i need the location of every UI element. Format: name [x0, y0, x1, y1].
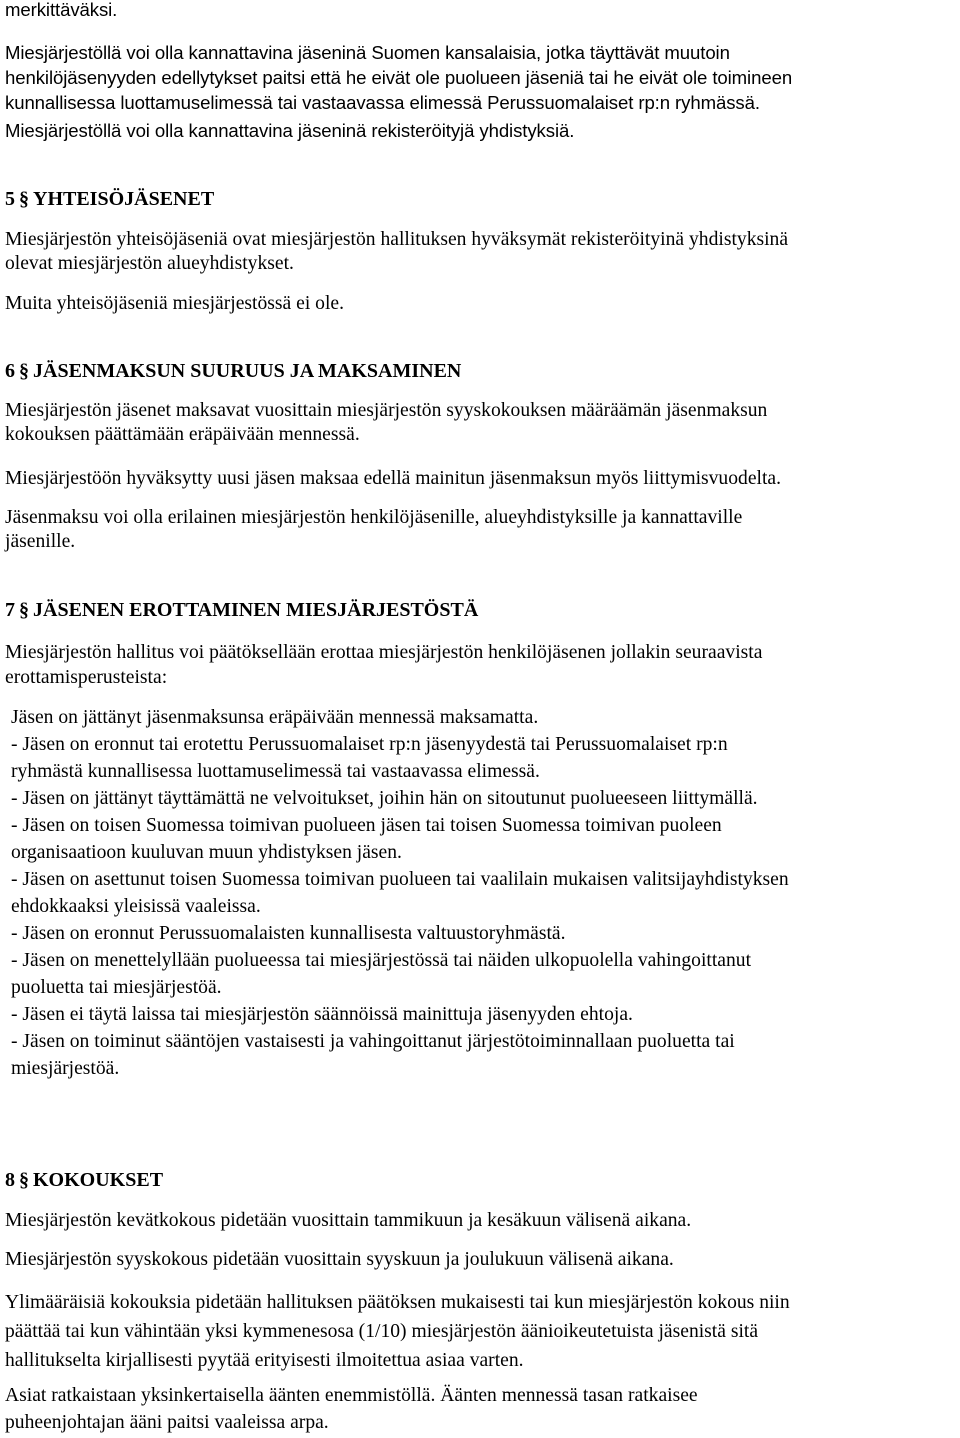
list-item	[11, 920, 789, 947]
section-sign-icon: §	[19, 599, 29, 621]
section-title: YHTEISÖJÄSENET	[33, 188, 215, 210]
text-line: - Jäsen on asettunut toisen Suomessa toimivan puolueen tai vaalilain mukaisen valitsijayhdistyksen	[11, 869, 789, 890]
section-8-paragraph-4	[5, 1382, 698, 1436]
section-sign-icon: §	[19, 360, 29, 382]
text-line: ryhmästä kunnallisessa luottamuselimessä tai vastaavassa elimessä.	[11, 761, 540, 782]
section-title: JÄSENMAKSUN SUURUUS JA MAKSAMINEN	[33, 360, 462, 382]
section-6-paragraph-2	[5, 467, 781, 491]
text-line: Miesjärjestön jäsenet maksavat vuosittain miesjärjestön syyskokouksen määräämän jäsenmaksun	[5, 400, 768, 421]
text-line: - Jäsen on menettelyllään puolueessa tai miesjärjestössä tai näiden ulkopuolella vahingoittanut	[11, 950, 752, 971]
text-line: hallitukselta kirjallisesti pyytää erityisesti ilmoitettua asiaa varten.	[5, 1350, 524, 1371]
text-line: Miesjärjestön kevätkokous pidetään vuosittain tammikuun ja kesäkuun välisenä aikana.	[5, 1210, 692, 1231]
text-line: Muita yhteisöjäseniä miesjärjestössä ei ole.	[5, 293, 344, 314]
text-line: Miesjärjestön yhteisöjäseniä ovat miesjärjestön hallituksen hyväksymät rekisteröityinä yhdistyksinä	[5, 229, 789, 250]
list-item	[11, 812, 789, 866]
text-line: - Jäsen on eronnut Perussuomalaisten kunnallisesta valtuustoryhmästä.	[11, 923, 566, 944]
section-6-paragraph-1	[5, 399, 767, 447]
section-7-heading	[5, 598, 478, 622]
text-line: puoluetta tai miesjärjestöä.	[11, 977, 222, 998]
section-5-heading	[5, 187, 214, 211]
text-line: Miesjärjestön hallitus voi päätöksellään erottaa miesjärjestön henkilöjäsenen jollakin seuraavista	[5, 642, 763, 663]
list-item	[11, 866, 789, 920]
text-line: henkilöjäsenyyden edellytykset paitsi että he eivät ole puolueen jäseniä tai he eivät ole toimineen	[5, 67, 793, 88]
list-item	[11, 731, 789, 785]
text-line: miesjärjestöä.	[11, 1058, 120, 1079]
text-line: Jäsenmaksu voi olla erilainen miesjärjestön henkilöjäsenille, alueyhdistyksille ja kannattaville	[5, 507, 743, 528]
text-line: Miesjärjestön syyskokous pidetään vuosittain syyskuun ja joulukuun välisenä aikana.	[5, 1249, 674, 1270]
text-line: Ylimääräisiä kokouksia pidetään hallituksen päätöksen mukaisesti tai kun miesjärjestön kokous niin	[5, 1292, 790, 1313]
text-line: olevat miesjärjestön alueyhdistykset.	[5, 253, 294, 274]
text-line: organisaatioon kuuluvan muun yhdistyksen jäsen.	[11, 842, 402, 863]
section-6-heading	[5, 359, 461, 383]
text-line: jäsenille.	[5, 531, 76, 552]
text-line: Miesjärjestöllä voi olla kannattavina jäseninä Suomen kansalaisia, jotka täyttävät muutoin	[5, 42, 730, 63]
intro-fragment	[5, 0, 117, 22]
text-line: - Jäsen on jättänyt täyttämättä ne velvoitukset, joihin hän on sitoutunut puolueeseen liittymällä.	[11, 788, 758, 809]
section-8-paragraph-3	[5, 1288, 790, 1375]
text-line: ehdokkaaksi yleisissä vaaleissa.	[11, 896, 261, 917]
text-line: päättää tai kun vähintään yksi kymmenesosa (1/10) miesjärjestön äänioikeutetuista jäsenistä sitä	[5, 1321, 759, 1342]
text-line: Asiat ratkaistaan yksinkertaisella äänten enemmistöllä. Äänten mennessä tasan ratkaisee	[5, 1385, 698, 1406]
text-line: erottamisperusteista:	[5, 667, 168, 688]
intro-paragraph-2	[5, 119, 574, 143]
text-line: - Jäsen on toisen Suomessa toimivan puolueen jäsen tai toisen Suomessa toimivan puoleen	[11, 815, 722, 836]
section-8-paragraph-2	[5, 1248, 674, 1272]
text-line: - Jäsen on eronnut tai erotettu Perussuomalaiset rp:n jäsenyydestä tai Perussuomalaiset rp:n	[11, 734, 728, 755]
text-line: kokouksen päättämään eräpäivään mennessä.	[5, 424, 360, 445]
list-item	[11, 785, 789, 812]
section-5-paragraph-2	[5, 292, 344, 316]
text-line: kunnallisessa luottamuselimessä tai vastaavassa elimessä Perussuomalaiset rp:n ryhmässä.	[5, 92, 760, 113]
list-item	[11, 947, 789, 1001]
intro-paragraph-1	[5, 40, 792, 115]
section-number: 7	[5, 599, 15, 621]
text-line: - Jäsen on toiminut sääntöjen vastaisesti ja vahingoittanut järjestötoiminnallaan puoluetta tai	[11, 1031, 735, 1052]
section-8-heading	[5, 1168, 163, 1192]
section-title: JÄSENEN EROTTAMINEN MIESJÄRJESTÖSTÄ	[33, 599, 479, 621]
section-number: 5	[5, 188, 15, 210]
text-line: Miesjärjestöllä voi olla kannattavina jäseninä rekisteröityjä yhdistyksiä.	[5, 120, 575, 141]
section-sign-icon: §	[19, 188, 29, 210]
section-title: KOKOUKSET	[33, 1169, 164, 1191]
list-item	[11, 1001, 789, 1028]
list-item	[11, 704, 789, 731]
list-item	[11, 1028, 789, 1082]
text-line: - Jäsen ei täytä laissa tai miesjärjestön säännöissä mainittuja jäsenyyden ehtoja.	[11, 1004, 633, 1025]
section-number: 8	[5, 1169, 15, 1191]
text-line: Miesjärjestöön hyväksytty uusi jäsen maksaa edellä mainitun jäsenmaksun myös liittymisvuodelta.	[5, 468, 782, 489]
section-7-paragraph-1	[5, 640, 762, 690]
section-number: 6	[5, 360, 15, 382]
text-line: puheenjohtajan ääni paitsi vaaleissa arpa.	[5, 1412, 329, 1433]
dismissal-criteria-list	[11, 704, 789, 1082]
section-6-paragraph-3	[5, 506, 742, 554]
section-5-paragraph-1	[5, 228, 788, 276]
section-sign-icon: §	[19, 1169, 29, 1191]
text-line: Jäsen on jättänyt jäsenmaksunsa eräpäivään mennessä maksamatta.	[11, 707, 539, 728]
section-8-paragraph-1	[5, 1209, 691, 1233]
text-line: merkittäväksi.	[5, 0, 118, 20]
